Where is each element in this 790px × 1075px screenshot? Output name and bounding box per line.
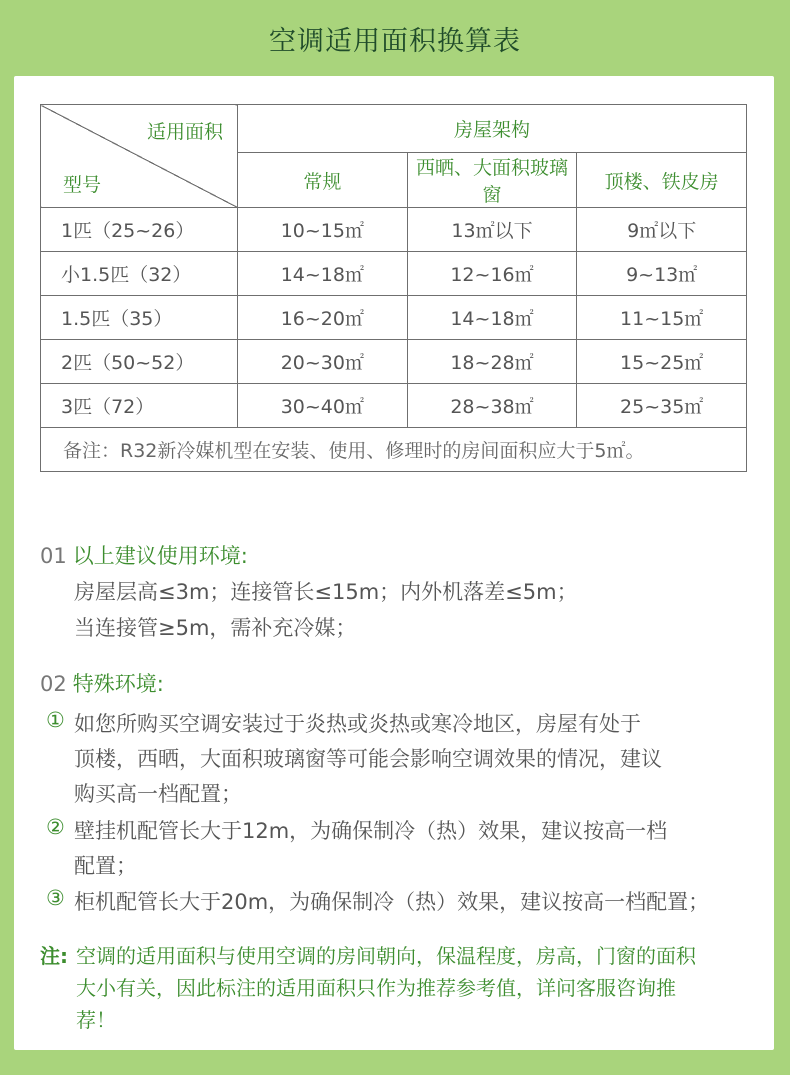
corner-cell (41, 105, 238, 208)
value-cell: 13㎡以下 (407, 208, 577, 252)
item-3-mark: ③ (46, 886, 65, 910)
item-2-line: 配置； (74, 854, 137, 878)
value-cell: 9㎡以下 (577, 208, 747, 252)
section-2-number: 02 (40, 672, 67, 696)
table-row (41, 384, 747, 428)
content-card (14, 76, 774, 1050)
model-cell: 1匹（25~26） (41, 208, 238, 252)
value-cell: 16~20㎡ (238, 296, 408, 340)
item-3-line: 柜机配管长大于20m，为确保制冷（热）效果，建议按高一档配置； (74, 890, 710, 914)
note-line: 大小有关，因此标注的适用面积只作为推荐参考值，详问客服咨询推 (76, 976, 676, 1000)
header-band (0, 0, 790, 76)
item-1-line: 购买高一档配置； (74, 782, 242, 806)
value-cell: 14~18㎡ (238, 252, 408, 296)
column-header: 西晒、大面积玻璃窗 (407, 153, 577, 208)
value-cell: 10~15㎡ (238, 208, 408, 252)
note-line: 荐！ (76, 1008, 116, 1032)
item-2-line: 壁挂机配管长大于12m，为确保制冷（热）效果，建议按高一档 (74, 819, 668, 843)
item-1-mark: ① (46, 708, 65, 732)
item-1-line: 如您所购买空调安装过于炎热或炎热或寒冷地区，房屋有处于 (74, 712, 641, 736)
section-2-heading: 特殊环境: (72, 672, 164, 696)
value-cell: 12~16㎡ (407, 252, 577, 296)
page-title: 空调适用面积换算表 (269, 25, 521, 57)
value-cell: 30~40㎡ (238, 384, 408, 428)
section-1-line: 房屋层高≤3m；连接管长≤15m；内外机落差≤5m； (74, 580, 578, 604)
model-cell: 2匹（50~52） (41, 340, 238, 384)
table-remark: 备注：R32新冷媒机型在安装、使用、修理时的房间面积应大于5㎡。 (41, 428, 747, 472)
table-row (41, 340, 747, 384)
model-cell: 小1.5匹（32） (41, 252, 238, 296)
note-line: 空调的适用面积与使用空调的房间朝向，保温程度，房高，门窗的面积 (76, 944, 696, 968)
value-cell: 25~35㎡ (577, 384, 747, 428)
area-table (40, 104, 747, 472)
value-cell: 28~38㎡ (407, 384, 577, 428)
value-cell: 14~18㎡ (407, 296, 577, 340)
section-2-title (40, 668, 164, 698)
table-row (41, 208, 747, 252)
table-row (41, 296, 747, 340)
table-row (41, 252, 747, 296)
model-cell: 3匹（72） (41, 384, 238, 428)
value-cell: 20~30㎡ (238, 340, 408, 384)
value-cell: 15~25㎡ (577, 340, 747, 384)
value-cell: 9~13㎡ (577, 252, 747, 296)
item-2-mark: ② (46, 815, 65, 839)
value-cell: 18~28㎡ (407, 340, 577, 384)
column-header: 常规 (238, 153, 408, 208)
value-cell: 11~15㎡ (577, 296, 747, 340)
section-1-title (40, 540, 248, 570)
item-1-line: 顶楼，西晒，大面积玻璃窗等可能会影响空调效果的情况，建议 (74, 747, 662, 771)
corner-top-label: 适用面积 (146, 121, 223, 143)
model-cell: 1.5匹（35） (41, 296, 238, 340)
group-header: 房屋架构 (238, 105, 747, 153)
section-1-number: 01 (40, 544, 67, 568)
corner-bottom-label: 型号 (63, 174, 102, 196)
note-label: 注: (40, 944, 68, 968)
section-1-heading: 以上建议使用环境: (72, 544, 248, 568)
column-header: 顶楼、铁皮房 (577, 153, 747, 208)
section-1-line: 当连接管≥5m，需补充冷媒； (74, 616, 357, 640)
